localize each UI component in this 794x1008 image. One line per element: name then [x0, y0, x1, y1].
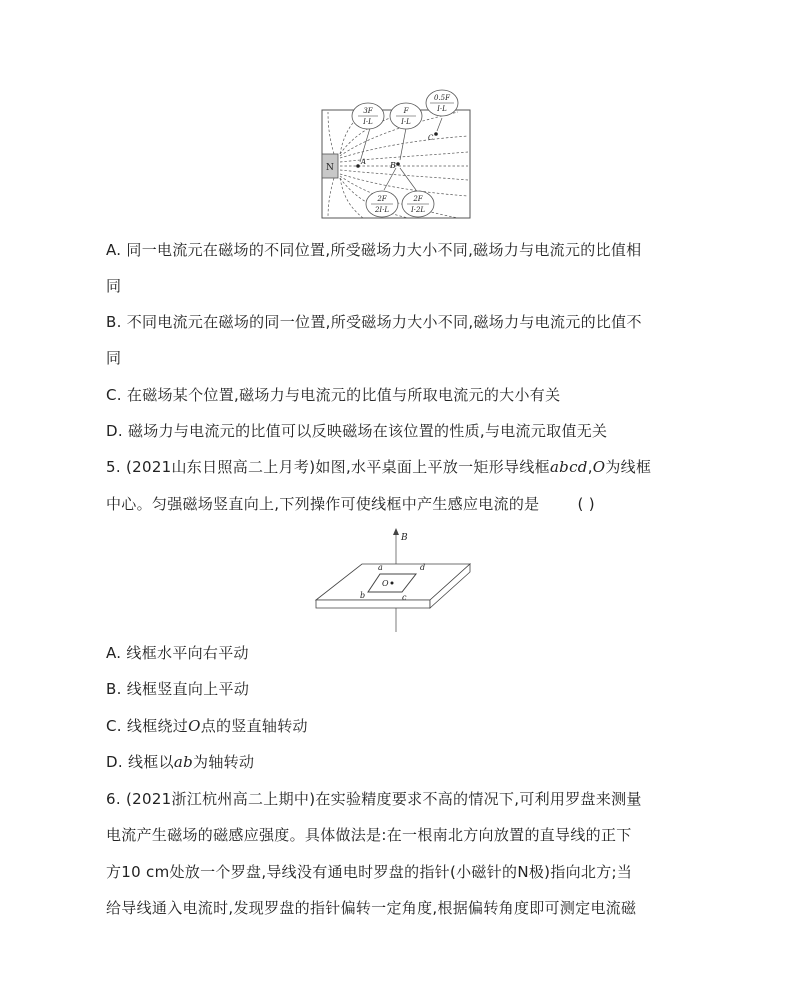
- q5-option-a: A. 线框水平向右平动: [106, 644, 249, 662]
- n-pole-label: N: [326, 163, 334, 173]
- table-front: [316, 600, 430, 608]
- q5-stem-line1: 5. (2021山东日照高二上月考)如图,水平桌面上平放一矩形导线框abcd,O为线框: [106, 458, 652, 476]
- svg-text:I·L: I·L: [401, 118, 411, 126]
- q6-stem-line2: 电流产生磁场的磁感应强度。具体做法是:在一根南北方向放置的直导线的正下: [106, 826, 632, 844]
- coil-figure: [312, 528, 472, 638]
- q6-stem-line4: 给导线通入电流时,发现罗盘的指针偏转一定角度,根据偏转角度即可测定电流磁: [106, 899, 637, 917]
- q5-option-c: C. 线框绕过O点的竖直轴转动: [106, 717, 308, 735]
- label-b-corner: b: [360, 591, 366, 600]
- point-c-label: C: [428, 134, 434, 142]
- label-a: a: [378, 563, 383, 572]
- answer-blank: ( ): [577, 495, 595, 513]
- magnet-field-figure: [318, 88, 478, 224]
- center-o: [391, 582, 394, 585]
- q5-option-b: B. 线框竖直向上平动: [106, 680, 250, 698]
- bubble-3f: [352, 103, 384, 129]
- point-a-label: A: [361, 158, 367, 166]
- var-abcd: abcd: [549, 458, 588, 476]
- point-c: [434, 132, 438, 136]
- bubble-f: [390, 103, 422, 129]
- q4-option-b-line1: B. 不同电流元在磁场的同一位置,所受磁场力大小不同,磁场力与电流元的比值不: [106, 313, 642, 331]
- label-d: d: [420, 563, 426, 572]
- svg-text:I·L: I·L: [363, 118, 373, 126]
- b-arrow-head: [393, 528, 399, 535]
- q4-option-a-line2: 同: [106, 277, 122, 295]
- bubble-2f-i2l: [402, 191, 434, 217]
- label-b: B: [401, 533, 408, 543]
- point-a: [356, 164, 360, 168]
- q4-option-a-line1: A. 同一电流元在磁场的不同位置,所受磁场力大小不同,磁场力与电流元的比值相: [106, 241, 642, 259]
- svg-text:0.5F: 0.5F: [434, 94, 450, 102]
- q4-option-b-line2: 同: [106, 349, 122, 367]
- svg-text:2I·L: 2I·L: [374, 206, 390, 214]
- point-b-label: B: [390, 161, 396, 170]
- q6-stem-line3: 方10 cm处放一个罗盘,导线没有通电时罗盘的指针(小磁针的N极)指向北方;当: [106, 863, 633, 881]
- svg-text:2F: 2F: [413, 195, 423, 203]
- svg-text:I·2L: I·2L: [410, 206, 426, 214]
- svg-text:3F: 3F: [363, 107, 373, 115]
- svg-text:F: F: [403, 107, 409, 115]
- label-o: O: [382, 579, 389, 588]
- svg-text:I·L: I·L: [437, 105, 447, 113]
- point-b: [396, 162, 400, 166]
- bubble-0-5f: [426, 90, 458, 116]
- svg-text:2F: 2F: [377, 195, 387, 203]
- bubble-2f-2il: [366, 191, 398, 217]
- label-c: c: [402, 593, 407, 602]
- q6-stem-line1: 6. (2021浙江杭州高二上期中)在实验精度要求不高的情况下,可利用罗盘来测量: [106, 790, 642, 808]
- q4-option-c: C. 在磁场某个位置,磁场力与电流元的比值与所取电流元的大小有关: [106, 386, 561, 404]
- q4-option-d: D. 磁场力与电流元的比值可以反映磁场在该位置的性质,与电流元取值无关: [106, 422, 608, 440]
- q5-stem-line2: 中心。匀强磁场竖直向上,下列操作可使线框中产生感应电流的是 ( ): [106, 495, 595, 513]
- var-o: O: [592, 458, 606, 476]
- q5-option-d: D. 线框以ab为轴转动: [106, 753, 255, 771]
